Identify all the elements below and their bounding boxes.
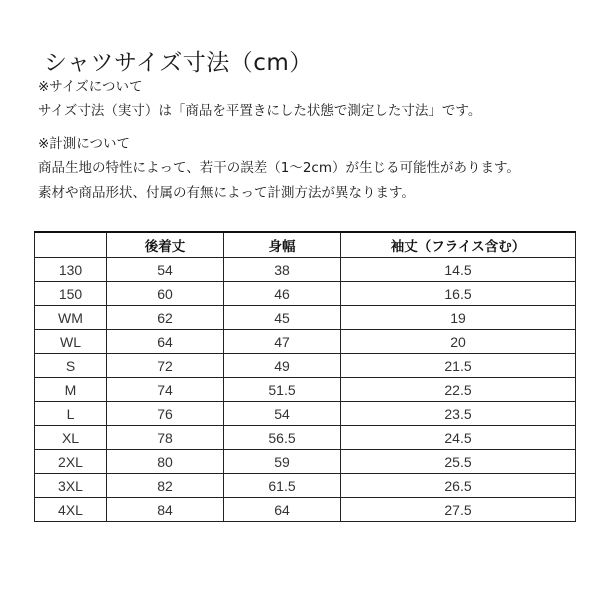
- size-cell: L: [35, 402, 107, 426]
- width-cell: 45: [224, 306, 341, 330]
- table-header-row: [35, 232, 576, 258]
- size-note-heading: ※サイズについて: [38, 79, 143, 95]
- table-row: [35, 426, 576, 450]
- sleeve-cell: 19: [341, 306, 576, 330]
- table-row: [35, 282, 576, 306]
- length-cell: 60: [107, 282, 224, 306]
- sleeve-cell: 24.5: [341, 426, 576, 450]
- length-cell: 84: [107, 498, 224, 522]
- header-cell-width: 身幅: [224, 232, 341, 258]
- width-cell: 51.5: [224, 378, 341, 402]
- width-cell: 56.5: [224, 426, 341, 450]
- size-cell: XL: [35, 426, 107, 450]
- header-cell-sleeve: 袖丈（フライス含む）: [341, 232, 576, 258]
- width-cell: 46: [224, 282, 341, 306]
- size-cell: 4XL: [35, 498, 107, 522]
- sleeve-cell: 21.5: [341, 354, 576, 378]
- length-cell: 54: [107, 258, 224, 282]
- length-cell: 78: [107, 426, 224, 450]
- width-cell: 54: [224, 402, 341, 426]
- sleeve-cell: 26.5: [341, 474, 576, 498]
- table-body: [35, 258, 576, 522]
- size-cell: M: [35, 378, 107, 402]
- width-cell: 59: [224, 450, 341, 474]
- measure-note-text-2: 素材や商品形状、付属の有無によって計測方法が異なります。: [38, 185, 415, 201]
- length-cell: 72: [107, 354, 224, 378]
- table-row: [35, 354, 576, 378]
- sleeve-cell: 14.5: [341, 258, 576, 282]
- size-note-text: サイズ寸法（実寸）は「商品を平置きにした状態で測定した寸法」です。: [38, 103, 482, 119]
- table-row: [35, 330, 576, 354]
- width-cell: 38: [224, 258, 341, 282]
- length-cell: 80: [107, 450, 224, 474]
- width-cell: 61.5: [224, 474, 341, 498]
- sleeve-cell: 23.5: [341, 402, 576, 426]
- size-cell: 130: [35, 258, 107, 282]
- length-cell: 64: [107, 330, 224, 354]
- page-title: シャツサイズ寸法（cm）: [44, 50, 313, 76]
- table-row: [35, 498, 576, 522]
- measure-note-heading: ※計測について: [38, 136, 131, 152]
- table-row: [35, 258, 576, 282]
- size-cell: WL: [35, 330, 107, 354]
- length-cell: 62: [107, 306, 224, 330]
- header-cell-size: [35, 232, 107, 258]
- length-cell: 82: [107, 474, 224, 498]
- size-cell: S: [35, 354, 107, 378]
- sleeve-cell: 27.5: [341, 498, 576, 522]
- table-row: [35, 378, 576, 402]
- measure-note-text-1: 商品生地の特性によって、若干の誤差（1〜2cm）が生じる可能性があります。: [38, 160, 520, 176]
- size-cell: 2XL: [35, 450, 107, 474]
- header-cell-length: 後着丈: [107, 232, 224, 258]
- table-row: [35, 402, 576, 426]
- sleeve-cell: 20: [341, 330, 576, 354]
- width-cell: 49: [224, 354, 341, 378]
- sleeve-cell: 25.5: [341, 450, 576, 474]
- table-row: [35, 474, 576, 498]
- size-table: [34, 231, 576, 522]
- length-cell: 74: [107, 378, 224, 402]
- size-cell: 150: [35, 282, 107, 306]
- size-cell: WM: [35, 306, 107, 330]
- length-cell: 76: [107, 402, 224, 426]
- sleeve-cell: 16.5: [341, 282, 576, 306]
- sleeve-cell: 22.5: [341, 378, 576, 402]
- table-row: [35, 306, 576, 330]
- table-row: [35, 450, 576, 474]
- width-cell: 47: [224, 330, 341, 354]
- width-cell: 64: [224, 498, 341, 522]
- size-cell: 3XL: [35, 474, 107, 498]
